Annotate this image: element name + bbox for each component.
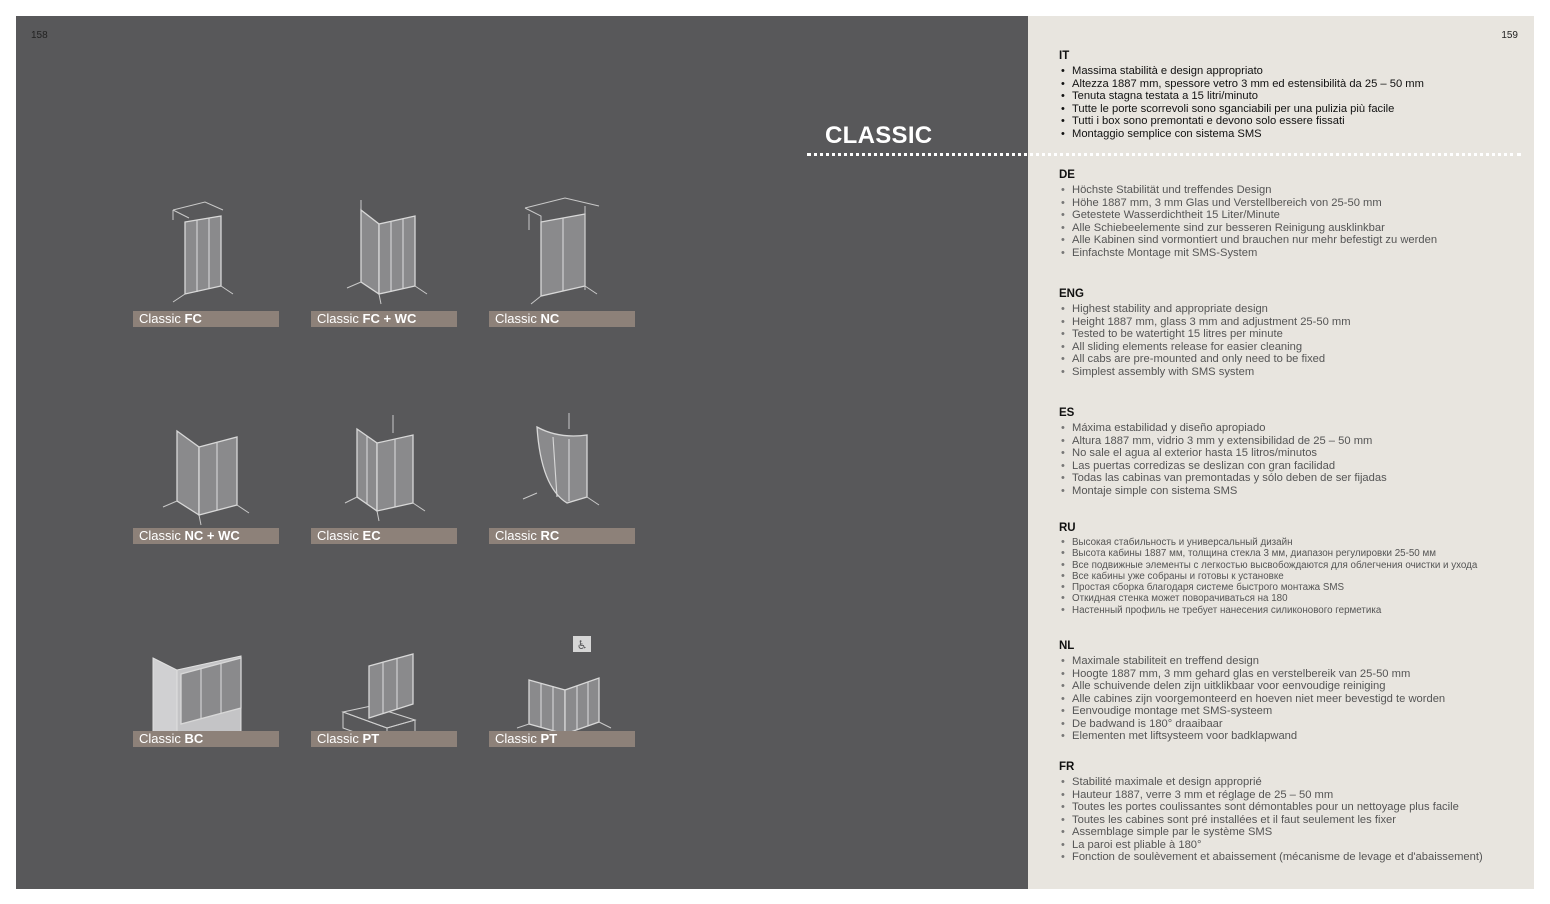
- feature-list: [1059, 303, 1529, 378]
- feature-item: • Montaggio semplice con sistema SMS: [1059, 128, 1529, 141]
- page-number-right: 159: [1501, 30, 1518, 41]
- product-label: [311, 311, 457, 327]
- round-quadrant-enclosure-icon: [489, 407, 635, 527]
- feature-item: • Alle Schiebeelemente sind zur besseren Reinigung ausklinkbar: [1059, 222, 1529, 235]
- feature-item: • Einfachste Montage mit SMS-System: [1059, 247, 1529, 260]
- product-label-prefix: Classic: [139, 528, 181, 543]
- section-title: CLASSIC: [825, 122, 933, 149]
- feature-item: • Tutte le porte scorrevoli sono sganciabili per una pulizia più facile: [1059, 103, 1529, 116]
- corner-entry-icon: [311, 407, 457, 527]
- feature-item: • Elementen met liftsysteem voor badklapwand: [1059, 730, 1529, 743]
- feature-item: • Alle schuivende delen zijn uitklikbaar voor eenvoudige reiniging: [1059, 680, 1529, 693]
- product-label-code: BC: [184, 731, 204, 746]
- product-label-prefix: Classic: [317, 311, 359, 326]
- product-label-prefix: Classic: [495, 311, 537, 326]
- feature-item: • Simplest assembly with SMS system: [1059, 366, 1529, 379]
- product-label-prefix: Classic: [317, 731, 359, 746]
- feature-list: [1059, 776, 1529, 864]
- feature-item: • Toutes les portes coulissantes sont démontables pour un nettoyage plus facile: [1059, 801, 1529, 814]
- feature-item: • Massima stabilità e design appropriato: [1059, 65, 1529, 78]
- product-label-code: PT: [362, 731, 380, 746]
- feature-item: • Все кабины уже собраны и готовы к установке: [1059, 571, 1529, 582]
- feature-item: • Откидная стенка может поворачиваться на 180: [1059, 593, 1529, 604]
- lang-heading: RU: [1059, 522, 1076, 534]
- product-label-prefix: Classic: [317, 528, 359, 543]
- feature-list: [1059, 537, 1529, 616]
- product-label-code: EC: [362, 528, 381, 543]
- feature-item: • Alle cabines zijn voorgemonteerd en hoeven niet meer bevestigd te worden: [1059, 693, 1529, 706]
- lang-heading: ES: [1059, 407, 1075, 419]
- product-label: [311, 731, 457, 747]
- product-label-code: NC: [540, 311, 560, 326]
- lang-heading: NL: [1059, 640, 1075, 652]
- feature-item: • Fonction de soulèvement et abaissement (mécanisme de levage et d'abaissement): [1059, 851, 1529, 864]
- product-label-code: PT: [540, 731, 558, 746]
- feature-item: • Máxima estabilidad y diseño apropiado: [1059, 422, 1529, 435]
- feature-item: • Tutti i box sono premontati e devono solo essere fissati: [1059, 115, 1529, 128]
- feature-item: • Простая сборка благодаря системе быстрого монтажа SMS: [1059, 582, 1529, 593]
- corner-box-sliding-door-icon: [133, 190, 279, 310]
- product-label-prefix: Classic: [495, 528, 537, 543]
- feature-item: • Altezza 1887 mm, spessore vetro 3 mm ed estensibilità da 25 – 50 mm: [1059, 78, 1529, 91]
- lang-heading: DE: [1059, 169, 1075, 181]
- catalog-spread: [16, 16, 1534, 889]
- product-label: [133, 731, 279, 747]
- product-label: [489, 311, 635, 327]
- feature-list: [1059, 184, 1529, 259]
- lang-heading: IT: [1059, 50, 1070, 62]
- lang-heading: ENG: [1059, 288, 1084, 300]
- product-label-code: FC + WC: [362, 311, 417, 326]
- lang-section-it: [1059, 50, 1529, 140]
- feature-item: • Toutes les cabines sont pré installées et il faut seulement les fixer: [1059, 814, 1529, 827]
- corner-door-with-side-wall-icon: [311, 190, 457, 310]
- bath-folding-screen-icon: [311, 628, 457, 748]
- feature-list: [1059, 422, 1529, 497]
- page-number-left: 158: [31, 30, 48, 41]
- lang-section-de: [1059, 169, 1529, 259]
- feature-item: • Eenvoudige montage met SMS-systeem: [1059, 705, 1529, 718]
- feature-item: • Höhe 1887 mm, 3 mm Glas und Verstellbereich von 25-50 mm: [1059, 197, 1529, 210]
- product-label-prefix: Classic: [139, 731, 181, 746]
- lang-section-eng: [1059, 288, 1529, 378]
- product-label-code: RC: [540, 528, 560, 543]
- feature-item: • Высокая стабильность и универсальный дизайн: [1059, 537, 1529, 548]
- feature-item: • Настенный профиль не требует нанесения силиконового герметика: [1059, 605, 1529, 616]
- feature-item: • Maximale stabiliteit en treffend design: [1059, 655, 1529, 668]
- niche-sliding-door-icon: [489, 190, 635, 310]
- feature-item: • Высота кабины 1887 мм, толщина стекла 3 мм, диапазон регулировки 25-50 мм: [1059, 548, 1529, 559]
- bath-screen-sliding-icon: [133, 628, 279, 748]
- feature-item: • Tested to be watertight 15 litres per minute: [1059, 328, 1529, 341]
- feature-list: [1059, 655, 1529, 743]
- accessible-folding-enclosure-icon: [489, 628, 635, 748]
- lang-section-es: [1059, 407, 1529, 497]
- feature-item: • Height 1887 mm, glass 3 mm and adjustment 25-50 mm: [1059, 316, 1529, 329]
- feature-item: • All sliding elements release for easier cleaning: [1059, 341, 1529, 354]
- feature-item: • Tenuta stagna testata a 15 litri/minuto: [1059, 90, 1529, 103]
- feature-item: • Все подвижные элементы с легкостью высвобождаются для облегчения очистки и ухода: [1059, 560, 1529, 571]
- feature-item: • Assemblage simple par le système SMS: [1059, 826, 1529, 839]
- feature-list: [1059, 65, 1529, 140]
- product-label-prefix: Classic: [139, 311, 181, 326]
- feature-item: • Highest stability and appropriate design: [1059, 303, 1529, 316]
- product-label-code: NC + WC: [184, 528, 240, 543]
- feature-item: • Alle Kabinen sind vormontiert und brauchen nur mehr befestigt zu werden: [1059, 234, 1529, 247]
- feature-item: • All cabs are pre-mounted and only need to be fixed: [1059, 353, 1529, 366]
- feature-item: • Todas las cabinas van premontadas y sólo deben de ser fijadas: [1059, 472, 1529, 485]
- product-label: [311, 528, 457, 544]
- lang-section-fr: [1059, 761, 1529, 864]
- product-label: [489, 528, 635, 544]
- svg-text:♿: ♿: [576, 638, 588, 652]
- dotted-divider: [807, 153, 1521, 156]
- product-label: [133, 311, 279, 327]
- product-label-code: FC: [184, 311, 202, 326]
- feature-item: • Höchste Stabilität und treffendes Design: [1059, 184, 1529, 197]
- feature-item: • La paroi est pliable à 180°: [1059, 839, 1529, 852]
- product-label-prefix: Classic: [495, 731, 537, 746]
- feature-item: • Hauteur 1887, verre 3 mm et réglage de 25 – 50 mm: [1059, 789, 1529, 802]
- feature-item: • Las puertas corredizas se deslizan con gran facilidad: [1059, 460, 1529, 473]
- feature-item: • De badwand is 180° draaibaar: [1059, 718, 1529, 731]
- product-label: [489, 731, 635, 747]
- lang-section-nl: [1059, 640, 1529, 743]
- feature-item: • Montaje simple con sistema SMS: [1059, 485, 1529, 498]
- feature-item: • No sale el agua al exterior hasta 15 litros/minutos: [1059, 447, 1529, 460]
- niche-door-with-side-wall-icon: [133, 407, 279, 527]
- feature-item: • Hoogte 1887 mm, 3 mm gehard glas en verstelbereik van 25-50 mm: [1059, 668, 1529, 681]
- lang-section-ru: [1059, 522, 1529, 616]
- feature-item: • Altura 1887 mm, vidrio 3 mm y extensibilidad de 25 – 50 mm: [1059, 435, 1529, 448]
- lang-heading: FR: [1059, 761, 1075, 773]
- feature-item: • Getestete Wasserdichtheit 15 Liter/Minute: [1059, 209, 1529, 222]
- feature-item: • Stabilité maximale et design approprié: [1059, 776, 1529, 789]
- product-label: [133, 528, 279, 544]
